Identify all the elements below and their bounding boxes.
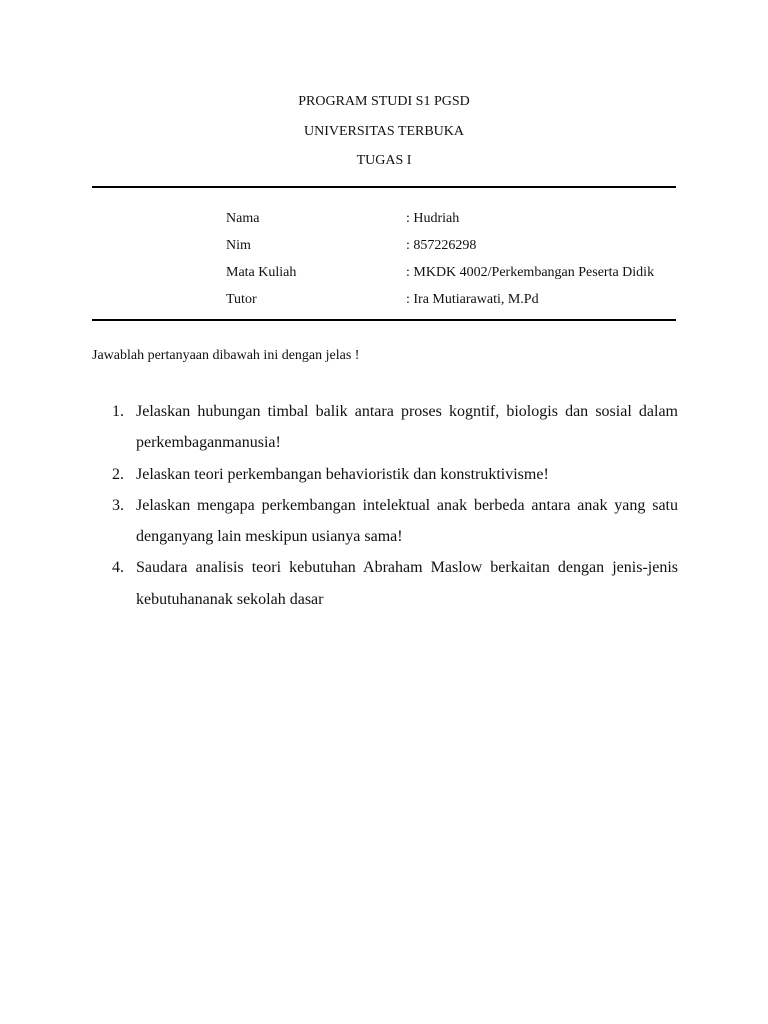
info-row-name	[226, 210, 686, 228]
info-value: : 857226298	[406, 238, 477, 253]
question-item	[92, 490, 678, 553]
question-item	[92, 396, 678, 459]
info-label: Mata Kuliah	[226, 265, 297, 280]
question-text: Jelaskan teori perkembangan behavioristik dan konstruktivisme!	[136, 465, 549, 483]
info-label: Nim	[226, 238, 251, 253]
question-text: Jelaskan mengapa perkembangan intelektual anak berbeda antara anak yang satu denganyang lain meskipun usianya sama!	[136, 496, 678, 546]
info-value: : MKDK 4002/Perkembangan Peserta Didik	[406, 265, 655, 280]
info-row-course	[226, 264, 686, 282]
info-label: Nama	[226, 211, 260, 226]
assignment-title: TUGAS I	[356, 153, 412, 168]
info-row-tutor	[226, 291, 686, 309]
university-title: UNIVERSITAS TERBUKA	[303, 124, 464, 139]
question-number: 3.	[112, 496, 124, 514]
info-value: : Ira Mutiarawati, M.Pd	[406, 292, 539, 307]
question-number: 4.	[112, 559, 124, 577]
question-text: Saudara analisis teori kebutuhan Abraham Maslow berkaitan dengan jenis-jenis kebutuhananak sekolah dasar	[136, 559, 678, 608]
info-label: Tutor	[226, 292, 257, 307]
question-number: 2.	[112, 465, 124, 483]
bottom-divider	[92, 319, 676, 321]
instruction-text: Jawablah pertanyaan dibawah ini dengan jelas !	[92, 348, 360, 363]
program-title: PROGRAM STUDI S1 PGSD	[298, 94, 470, 109]
question-item	[92, 459, 678, 490]
info-value: : Hudriah	[406, 211, 460, 226]
top-divider	[92, 186, 676, 188]
question-item	[92, 552, 678, 615]
question-number: 1.	[112, 403, 124, 420]
question-text: Jelaskan hubungan timbal balik antara proses kogntif, biologis dan sosial dalam perkembaganmanusia!	[136, 403, 678, 452]
info-row-nim	[226, 237, 686, 255]
question-list	[92, 396, 678, 615]
